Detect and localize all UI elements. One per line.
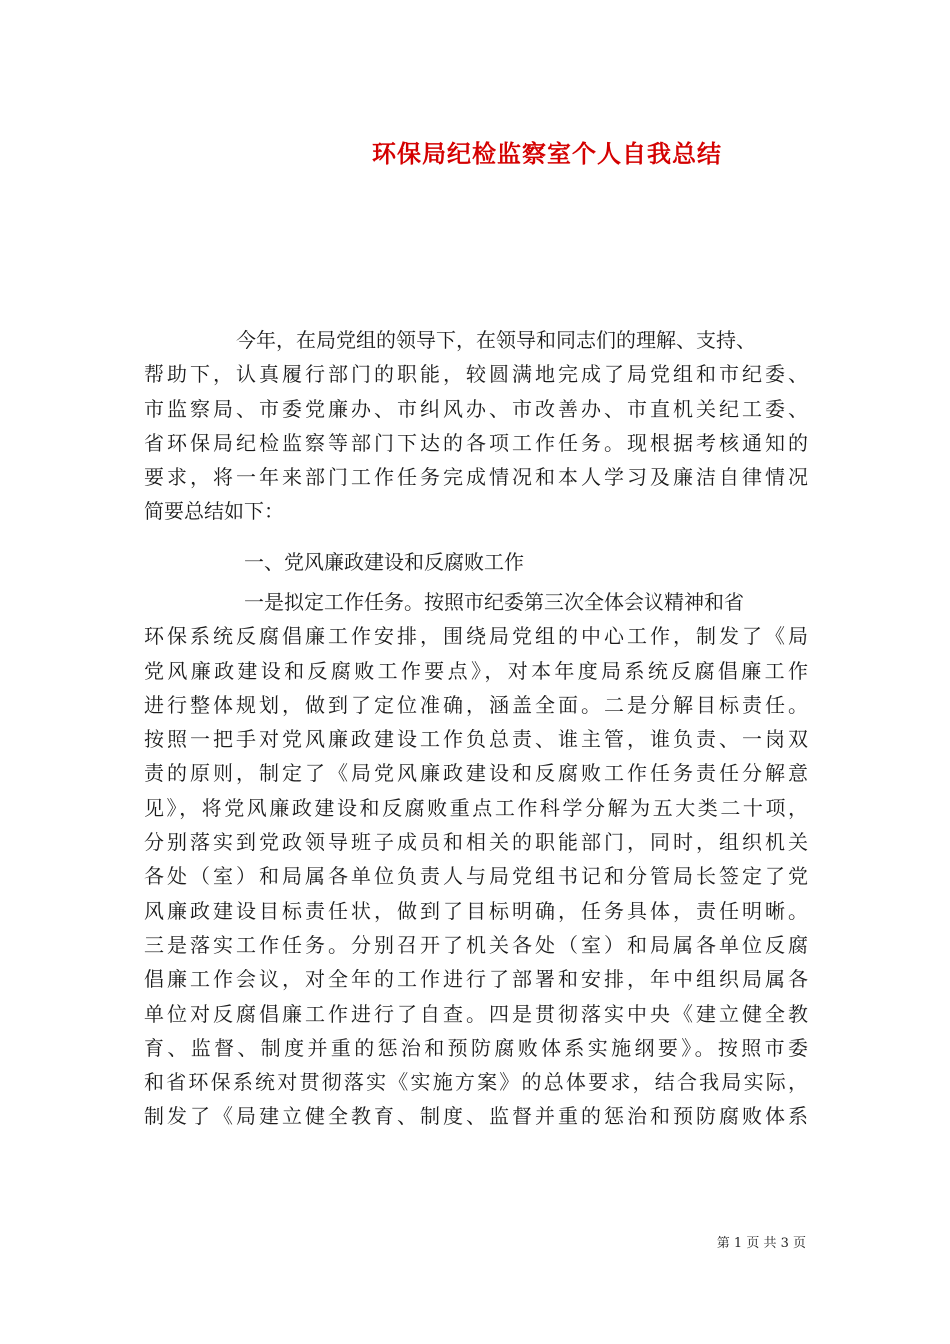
text-line: 和省环保系统对贯彻落实《实施方案》的总体要求，结合我局实际， xyxy=(144,1070,808,1095)
text-line: 各处（室）和局属各单位负责人与局党组书记和分管局长签定了党 xyxy=(144,864,808,889)
text-line: 党风廉政建设和反腐败工作要点》，对本年度局系统反腐倡廉工作 xyxy=(144,658,808,683)
section-heading-1 xyxy=(144,545,808,579)
text-line: 育、监督、制度并重的惩治和预防腐败体系实施纲要》。按照市委 xyxy=(144,1035,808,1060)
text-line: 倡廉工作会议，对全年的工作进行了部署和安排，年中组织局属各 xyxy=(144,967,808,992)
text-line: 三是落实工作任务。分别召开了机关各处（室）和局属各单位反腐 xyxy=(144,932,808,957)
text-line: 分别落实到党政领导班子成员和相关的职能部门，同时，组织机关 xyxy=(144,830,808,855)
document-title: 环保局纪检监察室个人自我总结 xyxy=(372,139,722,168)
text-line: 市监察局、市委党廉办、市纠风办、市改善办、市直机关纪工委、 xyxy=(144,396,808,421)
paragraph-section-1 xyxy=(144,585,808,1134)
text-line: 见》，将党风廉政建设和反腐败重点工作科学分解为五大类二十项， xyxy=(144,795,808,820)
text-line: 风廉政建设目标责任状，做到了目标明确，任务具体，责任明晰。 xyxy=(144,898,808,923)
text-line: 帮助下，认真履行部门的职能，较圆满地完成了局党组和市纪委、 xyxy=(144,362,808,387)
page-number-footer: 第 1 页 共 3 页 xyxy=(716,1236,806,1251)
text-line: 环保系统反腐倡廉工作安排，围绕局党组的中心工作，制发了《局 xyxy=(144,624,808,649)
text-line: 按照一把手对党风廉政建设工作负总责、谁主管，谁负责、一岗双 xyxy=(144,727,808,752)
text-line: 单位对反腐倡廉工作进行了自查。四是贯彻落实中央《建立健全教 xyxy=(144,1001,808,1026)
text-line: 责的原则，制定了《局党风廉政建设和反腐败工作任务责任分解意 xyxy=(144,761,808,786)
paragraph-intro xyxy=(144,323,808,529)
text-line: 制发了《局建立健全教育、制度、监督并重的惩治和预防腐败体系 xyxy=(144,1104,808,1129)
text-line: 今年，在局党组的领导下，在领导和同志们的理解、支持、 xyxy=(236,328,756,352)
text-line: 一是拟定工作任务。按照市纪委第三次全体会议精神和省 xyxy=(244,590,744,614)
section-heading-text: 一、党风廉政建设和反腐败工作 xyxy=(244,550,524,574)
text-line: 进行整体规划，做到了定位准确，涵盖全面。二是分解目标责任。 xyxy=(144,692,808,717)
text-line: 要求，将一年来部门工作任务完成情况和本人学习及廉洁自律情况 xyxy=(144,465,808,490)
text-line: 省环保局纪检监察等部门下达的各项工作任务。现根据考核通知的 xyxy=(144,430,808,455)
text-line: 简要总结如下： xyxy=(144,499,284,524)
